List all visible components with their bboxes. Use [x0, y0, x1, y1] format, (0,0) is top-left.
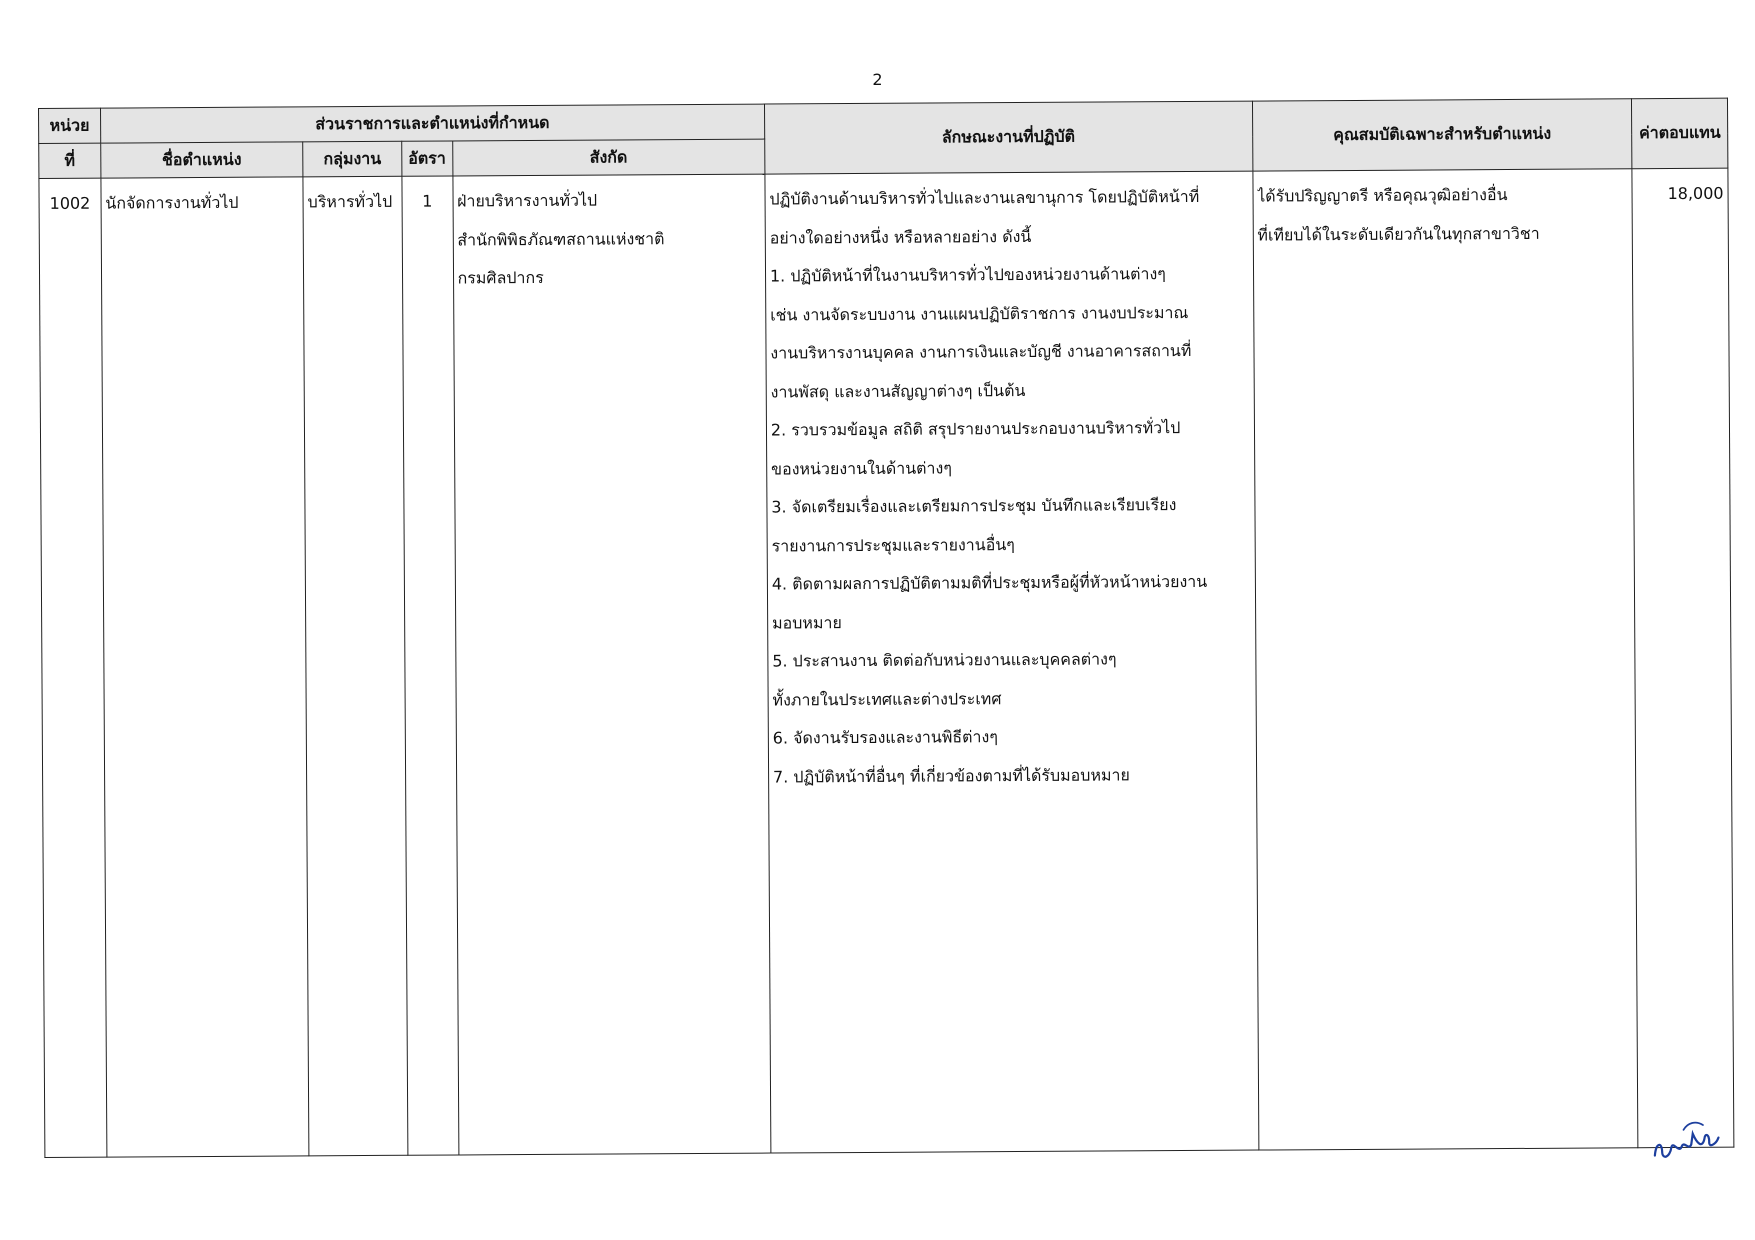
qualification-line: ได้รับปริญญาตรี หรือคุณวุฒิอย่างอื่น	[1257, 185, 1508, 206]
duty-line: อย่างใดอย่างหนึ่ง หรือหลายอย่าง ดังนี้	[769, 226, 1032, 248]
table-row	[39, 168, 1734, 1157]
work-group-cell	[303, 176, 408, 1156]
qualification-line: ที่เทียบได้ในระดับเดียวกันในทุกสาขาวิชา	[1257, 223, 1540, 245]
work-group: บริหารทั่วไป	[307, 191, 393, 212]
header-work-group: กลุ่มงาน	[303, 141, 402, 177]
page-number: 2	[872, 70, 883, 89]
duty-line: 2. รวบรวมข้อมูล สถิติ สรุปรายงานประกอบงานบริหารทั่วไป	[770, 418, 1181, 440]
duty-line: มอบหมาย	[771, 612, 842, 633]
unit-number-cell	[39, 178, 107, 1157]
header-rate: อัตรา	[402, 141, 453, 176]
affiliation-line: ฝ่ายบริหารงานทั่วไป	[457, 190, 598, 211]
affiliation-cell	[452, 174, 770, 1155]
duty-line: รายงานการประชุมและรายงานอื่นๆ	[771, 534, 1015, 556]
header-position-name: ชื่อตำแหน่ง	[101, 142, 303, 178]
duty-line: 3. จัดเตรียมเรื่องและเตรียมการประชุม บันทึกและเรียบเรียง	[771, 495, 1177, 517]
header-unit-line1: หน่วย	[39, 108, 101, 143]
rate-value: 1	[422, 191, 433, 211]
duty-line: ทั้งภายในประเทศและต่างประเทศ	[772, 688, 1002, 710]
qualifications-cell	[1253, 169, 1639, 1150]
duty-line: เช่น งานจัดระบบงาน งานแผนปฏิบัติราชการ งานงบประมาณ	[770, 302, 1189, 325]
duties-cell	[765, 171, 1259, 1153]
rate-cell	[402, 176, 459, 1155]
affiliation-line: สำนักพิพิธภัณฑสถานแห่งชาติ	[457, 228, 665, 249]
duty-line: ปฏิบัติงานด้านบริหารทั่วไปและงานเลขานุการ โดยปฏิบัติหน้าที่	[769, 186, 1200, 209]
duty-line: งานบริหารงานบุคคล งานการเงินและบัญชี งานอาคารสถานที่	[770, 340, 1192, 363]
position-table	[38, 98, 1734, 1158]
header-compensation: ค่าตอบแทน	[1632, 98, 1728, 169]
duty-line: 4. ติดตามผลการปฏิบัติตามมติที่ประชุมหรือผู้ที่หัวหน้าหน่วยงาน	[771, 571, 1208, 594]
duty-line: 1. ปฏิบัติหน้าที่ในงานบริหารทั่วไปของหน่วยงานด้านต่างๆ	[769, 264, 1166, 286]
header-agency-group: ส่วนราชการและตำแหน่งที่กำหนด	[100, 104, 764, 143]
affiliation-line: กรมศิลปากร	[457, 267, 544, 288]
duty-line: 7. ปฏิบัติหน้าที่อื่นๆ ที่เกี่ยวข้องตามที่ได้รับมอบหมาย	[772, 764, 1130, 787]
header-duties: ลักษณะงานที่ปฏิบัติ	[764, 101, 1252, 174]
compensation-cell	[1632, 168, 1734, 1148]
compensation-value: 18,000	[1667, 183, 1724, 204]
unit-number: 1002	[49, 193, 91, 213]
header-unit-line2: ที่	[39, 143, 101, 178]
header-qualifications: คุณสมบัติเฉพาะสำหรับตำแหน่ง	[1252, 99, 1632, 171]
position-name: นักจัดการงานทั่วไป	[105, 192, 239, 213]
header-affiliation: สังกัด	[452, 139, 765, 176]
duty-line: 6. จัดงานรับรองและงานพิธีต่างๆ	[772, 727, 998, 748]
duty-line: งานพัสดุ และงานสัญญาต่างๆ เป็นต้น	[770, 380, 1026, 402]
duty-line: 5. ประสานงาน ติดต่อกับหน่วยงานและบุคคลต่างๆ	[772, 649, 1117, 671]
duty-line: ของหน่วยงานในด้านต่างๆ	[771, 457, 952, 479]
position-cell	[101, 177, 309, 1157]
